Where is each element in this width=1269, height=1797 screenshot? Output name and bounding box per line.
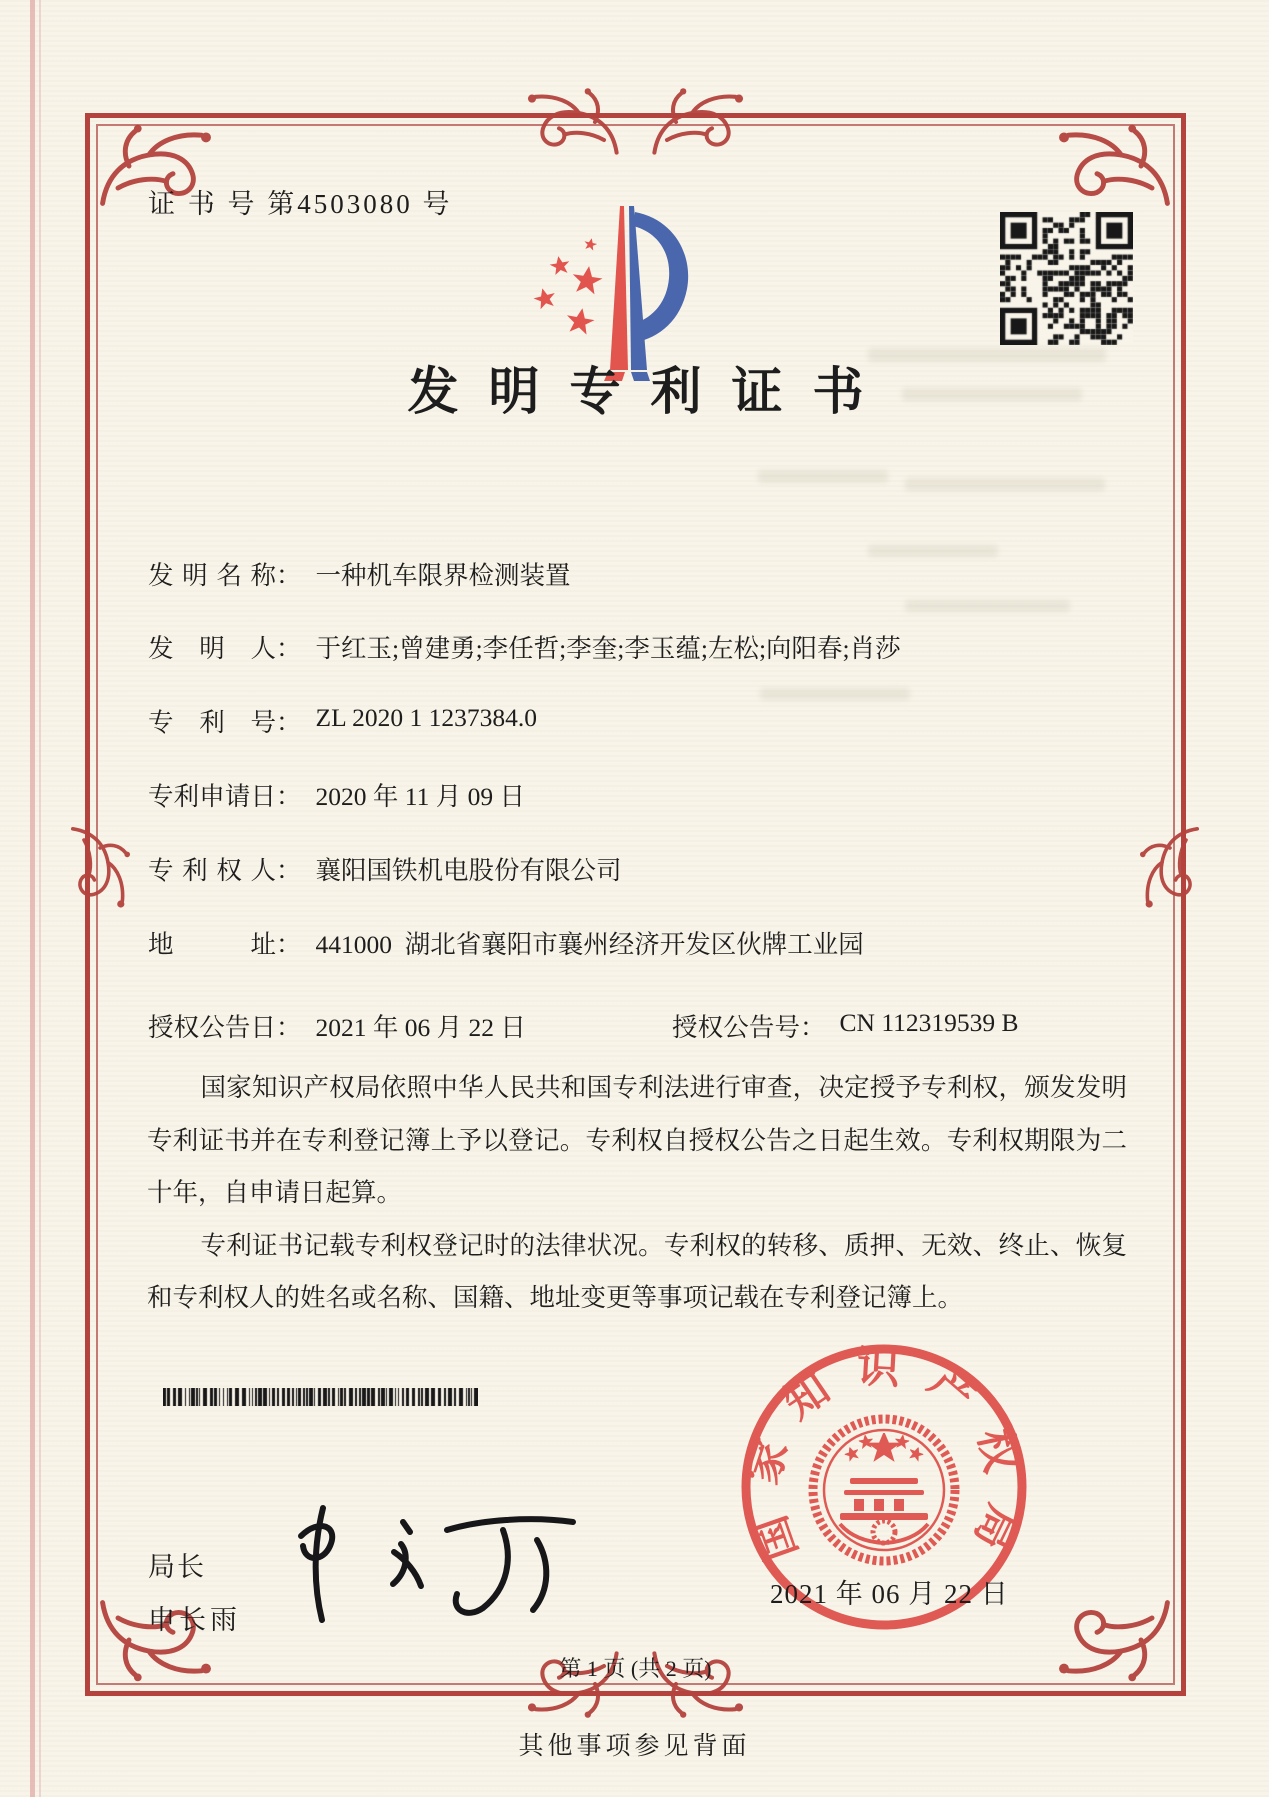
bleedthrough-smudge [905, 600, 1070, 612]
field-value: 441000 湖北省襄阳市襄州经济开发区伙牌工业园 [315, 930, 864, 959]
certificate-number: 证 书 号 第4503080 号 [148, 189, 453, 219]
field-value: 2020 年 11 月 09 日 [315, 782, 525, 811]
field-label: 授权公告号 [672, 1013, 800, 1042]
field-row-patentee [148, 851, 622, 887]
field-value: 一种机车限界检测装置 [315, 561, 571, 590]
field-row-patent-number [148, 703, 537, 739]
left-edge-flourish-icon [68, 824, 132, 920]
bleedthrough-smudge [758, 470, 888, 483]
page-indicator: 第 1 页 (共 2 页) [559, 1656, 712, 1681]
bleedthrough-smudge [868, 545, 998, 557]
legal-paragraph-2: 专利证书记载专利权登记时的法律状况。专利权的转移、质押、无效、终止、恢复和专利权人的姓名或名称、国籍、地址变更等事项记载在专利登记簿上。 [147, 1230, 1127, 1313]
field-label: 专利权人 [148, 856, 276, 885]
field-label: 发明名称 [148, 561, 276, 590]
field-row-inventors [148, 629, 901, 665]
commissioner-title: 局长 [148, 1552, 206, 1582]
bleedthrough-smudge [760, 688, 910, 700]
barcode-icon [163, 1388, 478, 1406]
field-colon: ： [276, 708, 302, 737]
field-colon: ： [276, 856, 302, 885]
qr-code-icon [1000, 212, 1133, 345]
field-value: CN 112319539 B [839, 1008, 1019, 1037]
field-row-address [148, 925, 864, 961]
legal-body-text [147, 1062, 1127, 1325]
commissioner-name: 申长雨 [148, 1605, 241, 1635]
corner-flourish-icon [1042, 122, 1174, 210]
seal-text: 国家知识产权局 [739, 1344, 1029, 1580]
seal-date: 2021 年 06 月 22 日 [770, 1579, 1009, 1609]
top-center-flourish-icon [513, 86, 623, 158]
field-row-invention-name [148, 556, 571, 592]
cnipa-patent-logo-icon [450, 162, 700, 382]
field-row-grant-publication-number [672, 1008, 1019, 1044]
field-colon: ： [800, 1013, 826, 1042]
handwritten-signature [275, 1488, 595, 1638]
scan-artifact-line [39, 0, 41, 1797]
field-label: 专利申请日 [148, 782, 276, 811]
field-value: 2021 年 06 月 22 日 [315, 1013, 526, 1042]
field-row-filing-date [148, 777, 525, 813]
field-colon: ： [276, 634, 302, 663]
right-edge-flourish-icon [1138, 824, 1202, 920]
field-label: 专利号 [148, 708, 276, 737]
legal-paragraph-1: 国家知识产权局依照中华人民共和国专利法进行审查，决定授予专利权，颁发发明专利证书并在专利登记簿上予以登记。专利权自授权公告之日起生效。专利权期限为二十年，自申请日起算。 [147, 1073, 1127, 1208]
field-label: 发明人 [148, 634, 276, 663]
field-colon: ： [276, 930, 302, 959]
field-label: 授权公告日 [148, 1013, 276, 1042]
field-row-grant-date [148, 1008, 526, 1044]
footer-note: 其他事项参见背面 [518, 1733, 751, 1760]
bleedthrough-smudge [905, 478, 1105, 491]
field-label: 地址 [148, 930, 276, 959]
certificate-title: 发明专利证书 [407, 365, 894, 421]
field-value: 襄阳国铁机电股份有限公司 [315, 856, 622, 885]
field-value: ZL 2020 1 1237384.0 [315, 703, 537, 732]
field-colon: ： [276, 1013, 302, 1042]
scan-artifact-line [30, 0, 35, 1797]
field-colon: ： [276, 561, 302, 590]
field-colon: ： [276, 782, 302, 811]
field-value: 于红玉;曾建勇;李任哲;李奎;李玉蕴;左松;向阳春;肖莎 [315, 634, 901, 663]
top-center-flourish-icon [648, 86, 758, 158]
